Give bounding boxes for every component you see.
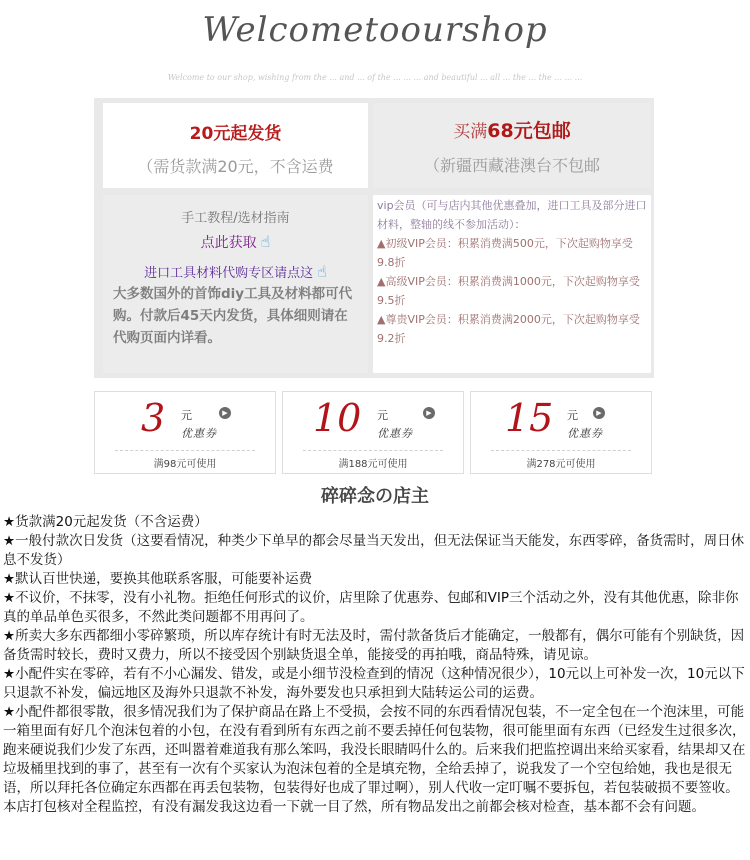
note-item: ★所卖大多东西都细小零碎繁琐，所以库存统计有时无法及时，需付款备货后才能确定，一般都有，偶尔可能有个别缺货，因备货需时较长，费时又费力，所以不接受因个别缺货退全单，能接受的再拍哦，商品特殊，请见谅。 xyxy=(3,628,745,663)
coupon-10[interactable] xyxy=(282,391,464,474)
note-item: ★一般付款次日发货（这要看情况，种类少下单早的都会尽量当天发出，但无法保证当天能发，东西零碎，备货需时，周日休息不发货） xyxy=(3,533,745,568)
coupon-15[interactable] xyxy=(470,391,652,474)
coupon-label: 优惠券 xyxy=(377,427,413,440)
shop-notes xyxy=(3,513,747,817)
import-purchase-link-text: 进口工具材料代购专区请点这 xyxy=(144,266,314,281)
coupon-amount: 3 xyxy=(141,396,166,440)
coupon-amount: 10 xyxy=(313,396,362,440)
welcome-script-title: Welcometoourshop xyxy=(202,10,548,50)
vip-level-junior: ▲初级VIP会员：积累消费满500元，下次起购物享受9.8折 xyxy=(377,237,633,269)
coupon-condition: 满188元可使用 xyxy=(338,459,408,470)
tutorial-label: 手工教程/选材指南 xyxy=(181,211,290,226)
note-item: ★小配件实在零碎，若有不小心漏发、错发，或是小细节没检查到的情况（这种情况很少），10元以上可补发一次，10元以下只退款不补发，偏远地区及海外只退款不补发，海外要发也只承担到大陆转运公司的运费。 xyxy=(3,666,745,701)
coupon-condition: 满98元可使用 xyxy=(153,459,217,470)
section-heading: 碎碎念の店主 xyxy=(321,486,429,507)
free-shipping-prefix: 买满 xyxy=(453,122,488,142)
vip-level-premium: ▲尊贵VIP会员：积累消费满2000元，下次起购物享受9.2折 xyxy=(377,313,640,345)
min-order-subtitle: （需货款满20元，不含运费 xyxy=(137,157,334,176)
free-shipping-title xyxy=(373,116,651,143)
welcome-script-subtitle: Welcome to our shop, wishing from the ... and ... of the ... ... ... and beautiful ... all ... the ... the ... ... ... xyxy=(167,73,583,82)
vip-box xyxy=(373,195,651,373)
import-purchase-link[interactable] xyxy=(103,262,368,281)
coupon-3[interactable] xyxy=(94,391,276,474)
free-shipping-box xyxy=(373,103,651,188)
min-order-box xyxy=(103,103,368,188)
pointer-hand-icon: ☝ xyxy=(317,262,327,281)
coupon-unit: 元 xyxy=(567,409,578,422)
tutorial-box xyxy=(103,195,368,373)
coupon-label: 优惠券 xyxy=(567,427,603,440)
tutorial-link[interactable]: 点此获取 xyxy=(200,235,257,251)
tutorial-link-row xyxy=(103,226,368,252)
coupon-unit: 元 xyxy=(377,409,388,422)
free-shipping-amount: 68元包邮 xyxy=(487,120,571,142)
play-icon: ▶ xyxy=(219,407,231,419)
coupon-amount: 15 xyxy=(505,396,554,440)
vip-level-senior: ▲高级VIP会员：积累消费满1000元，下次起购物享受9.5折 xyxy=(377,275,640,307)
play-icon: ▶ xyxy=(593,407,605,419)
coupon-condition: 满278元可使用 xyxy=(526,459,596,470)
min-order-title: 20元起发货 xyxy=(189,124,282,144)
note-item: ★小配件都很零散，很多情况我们为了保护商品在路上不受损，会按不同的东西看情况包装，不一定全包在一个泡沫里，可能一箱里面有好几个泡沫包着的小包，在没有看到所有东西之前不要丢掉任何包装物，很可能里面有东西（已经发生过很多次，跑来硬说我们少发了东西，还叫嚣着难道我有那么笨吗，我没长眼睛吗什么的。后来我们把监控调出来给买家看，结果却又在垃圾桶里找到的事了，甚至有一次有个买家认为泡沫包着的全是填充物，全给丢掉了，说我发了一个空包给她，我也是很无语，所以拜托各位确定东西都在再丢包装物，包装得好也成了罪过啊），别人代收一定叮嘱不要拆包，若包装破损不要签收。本店打包核对全程监控，有没有漏发我这边看一下就一目了然，所有物品发出之前都会核对检查，基本都不会有问题。 xyxy=(3,704,746,815)
note-item: ★默认百世快递，要换其他联系客服，可能要补运费 xyxy=(3,571,313,587)
coupon-divider xyxy=(491,450,631,451)
coupon-unit: 元 xyxy=(181,409,192,422)
play-icon: ▶ xyxy=(423,407,435,419)
note-item: ★不议价，不抹零，没有小礼物。拒绝任何形式的议价，店里除了优惠券、包邮和VIP三个活动之外，没有其他优惠，除非你真的单品单色买很多，不然此类问题都不用再问了。 xyxy=(3,590,739,625)
coupon-divider xyxy=(115,450,255,451)
coupon-label: 优惠券 xyxy=(181,427,217,440)
free-shipping-subtitle: （新疆西藏港澳台不包邮 xyxy=(423,156,600,175)
pointer-hand-icon: ☝ xyxy=(260,232,271,251)
vip-title: vip会员（可与店内其他优惠叠加，进口工具及部分进口材料，整轴的线不参加活动）： xyxy=(377,199,647,231)
import-description: 大多数国外的首饰diy工具及材料都可代购。付款后45天内发货，具体细则请在代购页面内详看。 xyxy=(113,286,353,346)
note-item: ★货款满20元起发货（不含运费） xyxy=(3,514,208,530)
coupon-divider xyxy=(303,450,443,451)
